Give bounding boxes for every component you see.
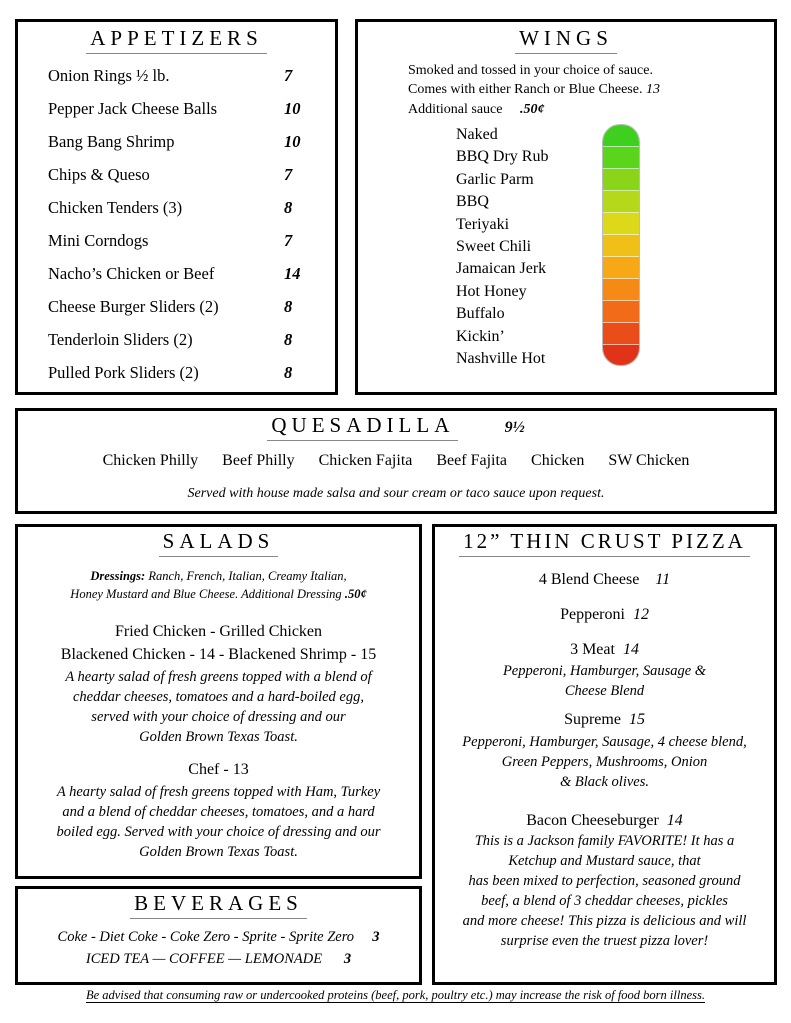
heat-level-segment xyxy=(603,147,639,169)
salads-dressings-2: Honey Mustard and Blue Cheese. Additional Dressing .50¢ xyxy=(70,587,367,601)
wings-description-2: Comes with either Ranch or Blue Cheese. 13 xyxy=(408,82,660,97)
appetizer-name: Tenderloin Sliders (2) xyxy=(48,330,193,349)
heat-level-segment xyxy=(603,125,639,147)
pizza-3-meat: 3 Meat 14 xyxy=(570,641,639,658)
appetizer-item xyxy=(48,165,308,185)
pizza-bacon-desc-4: beef, a blend of 3 cheddar cheeses, pickles xyxy=(481,893,728,909)
appetizer-price: 14 xyxy=(284,264,301,283)
appetizer-item xyxy=(48,198,308,218)
quesadilla-section xyxy=(15,408,777,514)
heat-level-segment xyxy=(603,191,639,213)
appetizer-item xyxy=(48,66,308,86)
wings-price: 13 xyxy=(645,82,660,97)
pizza-supreme-desc-1: Pepperoni, Hamburger, Sausage, 4 cheese blend, xyxy=(462,734,747,750)
heat-level-segment xyxy=(603,279,639,301)
quesadilla-items xyxy=(18,452,774,470)
appetizer-item xyxy=(48,330,308,350)
wings-additional-sauce: Additional sauce .50¢ xyxy=(408,102,545,117)
pizza-bacon-desc-3: has been mixed to perfection, seasoned ground xyxy=(468,873,741,889)
quesadilla-note: Served with house made salsa and sour cream or taco sauce upon request. xyxy=(187,486,605,501)
pizza-3-meat-desc-2: Cheese Blend xyxy=(564,683,645,699)
appetizer-price: 10 xyxy=(284,99,301,118)
chef-description-1: A hearty salad of fresh greens topped with Ham, Turkey xyxy=(56,784,381,800)
salad-description-1: A hearty salad of fresh greens topped with a blend of xyxy=(65,669,372,685)
beverages-section xyxy=(15,886,422,985)
heat-level-segment xyxy=(603,345,639,366)
appetizers-section xyxy=(15,19,338,395)
appetizer-name: Nacho’s Chicken or Beef xyxy=(48,264,215,283)
salads-section xyxy=(15,524,422,879)
sauce-item: Nashville Hot xyxy=(456,350,546,367)
sauce-item: Jamaican Jerk xyxy=(456,260,547,278)
salad-description-3: served with your choice of dressing and our xyxy=(91,709,346,725)
pizza-pepperoni: Pepperoni 12 xyxy=(560,606,649,623)
pizza-section xyxy=(432,524,777,985)
pizza-supreme-desc-3: & Black olives. xyxy=(560,774,649,790)
pizza-bacon-desc-1: This is a Jackson family FAVORITE! It has a xyxy=(474,833,735,849)
beverages-line-2: ICED TEA — COFFEE — LEMONADE 3 xyxy=(85,951,352,967)
appetizer-item xyxy=(48,363,308,383)
sauce-item: Sweet Chili xyxy=(456,238,532,255)
additional-sauce-price: .50¢ xyxy=(519,102,545,117)
appetizer-item xyxy=(48,99,308,119)
quesadilla-price: 9½ xyxy=(504,419,525,436)
quesadilla-item: Beef Fajita xyxy=(436,452,508,469)
appetizer-item xyxy=(48,264,308,284)
sauce-item: BBQ xyxy=(456,193,489,211)
sauce-item: Kickin’ xyxy=(456,327,505,345)
heat-level-segment xyxy=(603,257,639,279)
appetizer-name: Pepper Jack Cheese Balls xyxy=(48,99,218,118)
heat-meter xyxy=(602,124,640,366)
pizza-4-blend-cheese: 4 Blend Cheese 11 xyxy=(538,571,671,588)
appetizer-price: 8 xyxy=(284,297,293,316)
appetizer-name: Chicken Tenders (3) xyxy=(48,198,183,217)
sauce-item: Garlic Parm xyxy=(456,170,534,188)
salads-dressings-1: Dressings: Ranch, French, Italian, Creamy Italian, xyxy=(90,569,347,583)
quesadilla-item: SW Chicken xyxy=(608,452,690,469)
pizza-bacon-desc-2: Ketchup and Mustard sauce, that xyxy=(508,853,701,869)
wings-section xyxy=(355,19,777,395)
chef-description-3: boiled egg. Served with your choice of dressing and our xyxy=(56,824,381,840)
appetizer-price: 8 xyxy=(284,363,293,382)
quesadilla-item: Chicken Fajita xyxy=(318,452,413,469)
sauce-item: Buffalo xyxy=(456,305,505,323)
appetizer-price: 8 xyxy=(284,330,293,349)
heat-level-segment xyxy=(603,235,639,257)
salad-proteins-2: Blackened Chicken - 14 - Blackened Shrimp - 15 xyxy=(60,646,377,663)
heat-level-segment xyxy=(603,301,639,323)
appetizer-name: Onion Rings ½ lb. xyxy=(48,66,170,85)
sauce-item: Teriyaki xyxy=(456,215,510,233)
pizza-title: 12” THIN CRUST PIZZA xyxy=(435,529,774,557)
salad-description-4: Golden Brown Texas Toast. xyxy=(139,729,298,745)
quesadilla-item: Chicken Philly xyxy=(102,452,199,469)
quesadilla-item: Chicken xyxy=(531,452,585,469)
heat-level-segment xyxy=(603,323,639,345)
chef-salad-title: Chef - 13 xyxy=(188,761,249,778)
wings-description-1: Smoked and tossed in your choice of sauce. xyxy=(408,63,653,78)
sauce-item: Hot Honey xyxy=(456,282,527,300)
salad-proteins-1: Fried Chicken - Grilled Chicken xyxy=(114,623,323,640)
heat-level-segment xyxy=(603,213,639,235)
sauce-item: BBQ Dry Rub xyxy=(456,148,549,166)
wings-title: WINGS xyxy=(358,26,774,54)
appetizer-item xyxy=(48,132,308,152)
quesadilla-title: QUESADILLA 9½ xyxy=(18,413,774,441)
beverages-line-1: Coke - Diet Coke - Coke Zero - Sprite - Sprite Zero 3 xyxy=(57,929,380,945)
beverages-title: BEVERAGES xyxy=(18,891,419,919)
chef-description-2: and a blend of cheddar cheeses, tomatoes, and a hard xyxy=(62,804,375,820)
pizza-bacon-desc-5: and more cheese! This pizza is delicious and will xyxy=(462,913,747,929)
appetizer-price: 8 xyxy=(284,198,293,217)
appetizer-name: Chips & Queso xyxy=(48,165,150,184)
pizza-bacon-cheeseburger: Bacon Cheeseburger 14 xyxy=(526,812,683,829)
appetizer-price: 7 xyxy=(284,66,293,85)
food-safety-disclaimer: Be advised that consuming raw or undercooked proteins (beef, pork, poultry etc.) may increase the risk of food born illness. xyxy=(86,988,705,1002)
chef-description-4: Golden Brown Texas Toast. xyxy=(139,844,298,860)
sauce-item: Naked xyxy=(456,126,498,143)
quesadilla-item: Beef Philly xyxy=(222,452,295,469)
pizza-supreme: Supreme 15 xyxy=(564,711,645,728)
appetizer-price: 7 xyxy=(284,165,293,184)
appetizer-name: Bang Bang Shrimp xyxy=(48,132,175,151)
appetizer-name: Pulled Pork Sliders (2) xyxy=(48,363,199,382)
heat-level-segment xyxy=(603,169,639,191)
appetizer-name: Cheese Burger Sliders (2) xyxy=(48,297,219,316)
appetizers-title: APPETIZERS xyxy=(18,26,335,54)
salad-description-2: cheddar cheeses, tomatoes and a hard-boiled egg, xyxy=(72,689,364,705)
pizza-3-meat-desc-1: Pepperoni, Hamburger, Sausage & xyxy=(502,663,707,679)
appetizer-item xyxy=(48,231,308,251)
pizza-supreme-desc-2: Green Peppers, Mushrooms, Onion xyxy=(501,754,708,770)
salads-title: SALADS xyxy=(18,529,419,557)
appetizer-name: Mini Corndogs xyxy=(48,231,149,250)
appetizer-price: 10 xyxy=(284,132,301,151)
pizza-bacon-desc-6: surprise even the truest pizza lover! xyxy=(500,933,709,949)
appetizer-price: 7 xyxy=(284,231,293,250)
appetizer-item xyxy=(48,297,308,317)
